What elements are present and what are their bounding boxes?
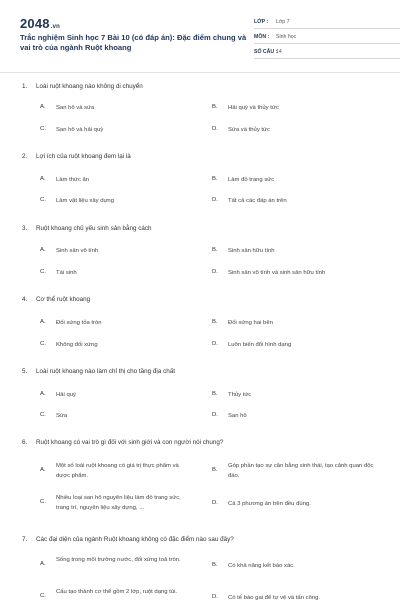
question-4 [22, 296, 90, 303]
question-text: Ruột khoang có vai trò gì đối với sinh giới và con người nói chung? [36, 439, 224, 446]
option-text: Có tế bào gai để tự vệ và tấn công. [228, 595, 321, 600]
question-text: Ruột khoang chủ yếu sinh sản bằng cách [36, 225, 152, 232]
option-letter: D. [212, 594, 218, 600]
option-letter: C. [40, 593, 46, 599]
option-letter: B. [212, 391, 218, 397]
meta-row-subject [254, 29, 400, 44]
option-text: Hải quỳ [56, 392, 76, 398]
option-letter: B. [212, 176, 218, 182]
option-text: Tất cả các đáp án trên [228, 198, 287, 204]
option-text: Làm đồ trang sức [228, 177, 275, 183]
meta-row-class [254, 14, 400, 29]
option-text: Đối xứng tỏa tròn [56, 320, 102, 326]
question-number: 7. [22, 536, 28, 543]
option-text: San hô [228, 413, 247, 419]
option-letter: A. [40, 561, 46, 567]
option-text: Không đối xứng [56, 342, 98, 348]
question-5 [22, 368, 175, 375]
option-letter: D. [212, 126, 218, 132]
option-text: Sứa và thủy tức [228, 127, 270, 133]
meta-value: 14 [276, 49, 282, 55]
question-text: Loài ruột khoang nào không di chuyển [36, 83, 143, 90]
option-letter: C. [40, 126, 46, 132]
option-letter: D. [212, 500, 218, 506]
option-letter: C. [40, 269, 46, 275]
question-1 [22, 83, 143, 90]
question-7 [22, 536, 234, 543]
option-text: Cả 3 phương án trên đều đúng. [228, 501, 311, 507]
option-text: San hô và hải quỳ [56, 127, 104, 133]
document-header [20, 14, 382, 66]
site-logo[interactable] [20, 16, 60, 31]
option-text: Một số loài ruột khoang có giá trị thực phẩm và dược phẩm. [56, 463, 179, 479]
option-letter: D. [212, 269, 218, 275]
option-letter: C. [40, 499, 46, 505]
option-text: Sống trong môi trường nước, đối xứng toả tròn. [56, 557, 181, 563]
option-letter: B. [212, 467, 218, 473]
option-letter: A. [40, 176, 46, 182]
logo-suffix: .vn [50, 24, 61, 30]
question-text: Các đại diện của ngành Ruột khoang không có đặc điểm nào sau đây? [36, 536, 234, 543]
question-number: 4. [22, 296, 28, 303]
meta-label: LỚP : [254, 19, 269, 25]
option-text: Có khả năng kết bào xác. [228, 563, 295, 569]
question-2 [22, 153, 131, 160]
meta-info [254, 14, 400, 59]
question-text: Loài ruột khoang nào làm chỉ thị cho tầng địa chất [36, 368, 175, 375]
option-text: Tái sinh [56, 270, 77, 276]
option-text: Cấu tạo thành cơ thể gồm 2 lớp, ruột dạng túi. [56, 589, 178, 595]
option-letter: B. [212, 562, 218, 568]
question-6 [22, 439, 223, 446]
option-text: Nhiều loại san hô nguyên liệu làm đồ trang sức, trang trí, nguyên liệu xây dựng, ... [56, 495, 181, 511]
option-text: Thủy tức [228, 392, 252, 398]
question-number: 2. [22, 153, 28, 160]
option-text: Góp phần tạo sự cân bằng sinh thái, tạo cảnh quan độc đáo. [228, 463, 374, 479]
option-text: Sinh sản hữu tính [228, 248, 275, 254]
option-text: Hải quỳ và thủy tức [228, 105, 279, 111]
question-number: 5. [22, 368, 28, 375]
option-letter: D. [212, 412, 218, 418]
option-text: San hô và sứa [56, 105, 95, 111]
meta-value: Lớp 7 [276, 19, 290, 25]
meta-row-count [254, 44, 400, 59]
option-letter: B. [212, 247, 218, 253]
question-3 [22, 225, 152, 232]
question-number: 3. [22, 225, 28, 232]
option-text: Sinh sản vô tính và sinh sản hữu tính [228, 270, 326, 276]
option-text: Đối xứng hai bên [228, 320, 273, 326]
document-title: Trắc nghiệm Sinh học 7 Bài 10 (có đáp án): Đặc điểm chung và vai trò của ngành Ruột khoang [20, 33, 247, 52]
option-letter: C. [40, 341, 46, 347]
option-letter: A. [40, 247, 46, 253]
option-letter: A. [40, 319, 46, 325]
logo-text: 2048 [20, 16, 50, 31]
option-text: Sứa [56, 413, 68, 419]
header-divider [0, 72, 400, 73]
option-letter: B. [212, 319, 218, 325]
option-letter: B. [212, 104, 218, 110]
option-letter: D. [212, 341, 218, 347]
option-text: Làm thức ăn [56, 177, 90, 183]
option-letter: A. [40, 391, 46, 397]
option-letter: C. [40, 197, 46, 203]
option-letter: A. [40, 104, 46, 110]
option-text: Luôn biến đổi hình dạng [228, 342, 292, 348]
option-text: Sinh sản vô tính [56, 248, 99, 254]
option-letter: D. [212, 197, 218, 203]
option-letter: C. [40, 412, 46, 418]
meta-value: Sinh học [276, 34, 297, 40]
question-number: 1. [22, 83, 28, 90]
question-text: Cơ thể ruột khoang [36, 296, 91, 303]
option-text: Làm vật liệu xây dựng [56, 198, 114, 204]
option-letter: A. [40, 467, 46, 473]
question-text: Lợi ích của ruột khoang đem lại là [36, 153, 131, 160]
question-number: 6. [22, 439, 28, 446]
meta-label: MÔN : [254, 34, 270, 40]
meta-label: SỐ CÂU : [254, 49, 278, 55]
